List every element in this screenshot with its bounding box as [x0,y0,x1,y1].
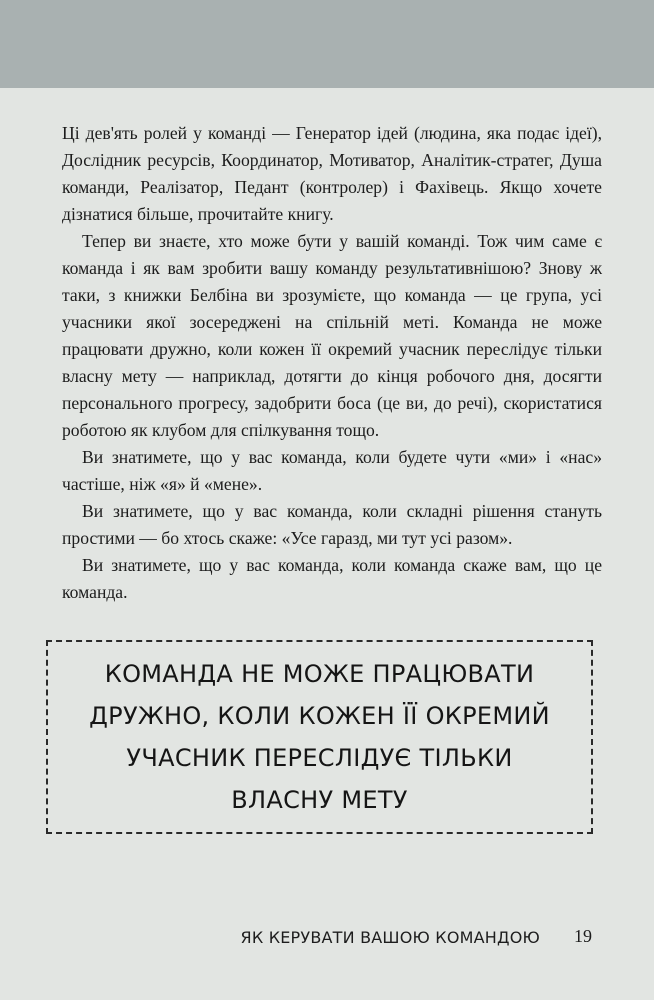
top-color-band [0,0,654,88]
paragraph: Ці дев'ять ролей у команді — Генератор ідей (людина, яка подає ідеї), Дослідник ресурсів, Координатор, Мотиватор, Аналітик-стратег, Душа команди, Реалізатор, Педант (контролер) і Фахівець. Якщо хочете дізнатися більше, прочитайте книгу. [62,123,602,224]
paragraph: Ви знатимете, що у вас команда, коли команда скаже вам, що це команда. [62,555,602,602]
paragraph: Тепер ви знаєте, хто може бути у вашій команді. Тож чим саме є команда і як вам зробити вашу команду результативнішою? Знову ж таки, з книжки Белбіна ви зрозумієте, що команда — це група, усі учасники якої зосереджені на спільній меті. Команда не може працювати дружно, коли кожен її окремий учасник переслідує тільки власну мету — наприклад, дотягти до кінця робочого дня, досягти персонального прогресу, задобрити боса (це ви, до речі), скористатися роботою як клубом для спілкування тощо. [62,231,602,440]
pull-quote-line: КОМАНДА НЕ МОЖЕ ПРАЦЮВАТИ [104,660,535,688]
page-number: 19 [574,926,592,946]
pull-quote-box [46,640,593,834]
body-text [62,120,602,606]
pull-quote-line: ДРУЖНО, КОЛИ КОЖЕН ЇЇ ОКРЕМИЙ [89,702,550,730]
pull-quote-line: УЧАСНИК ПЕРЕСЛІДУЄ ТІЛЬКИ [126,744,513,772]
book-page [0,88,654,1000]
paragraph: Ви знатимете, що у вас команда, коли будете чути «ми» і «нас» частіше, ніж «я» й «мене». [62,447,602,494]
pull-quote-line: ВЛАСНУ МЕТУ [231,786,408,814]
running-footer-title: ЯК КЕРУВАТИ ВАШОЮ КОМАНДОЮ [240,928,540,947]
paragraph: Ви знатимете, що у вас команда, коли складні рішення стануть простими — бо хтось скаже: «Усе гаразд, ми тут усі разом». [62,501,602,548]
